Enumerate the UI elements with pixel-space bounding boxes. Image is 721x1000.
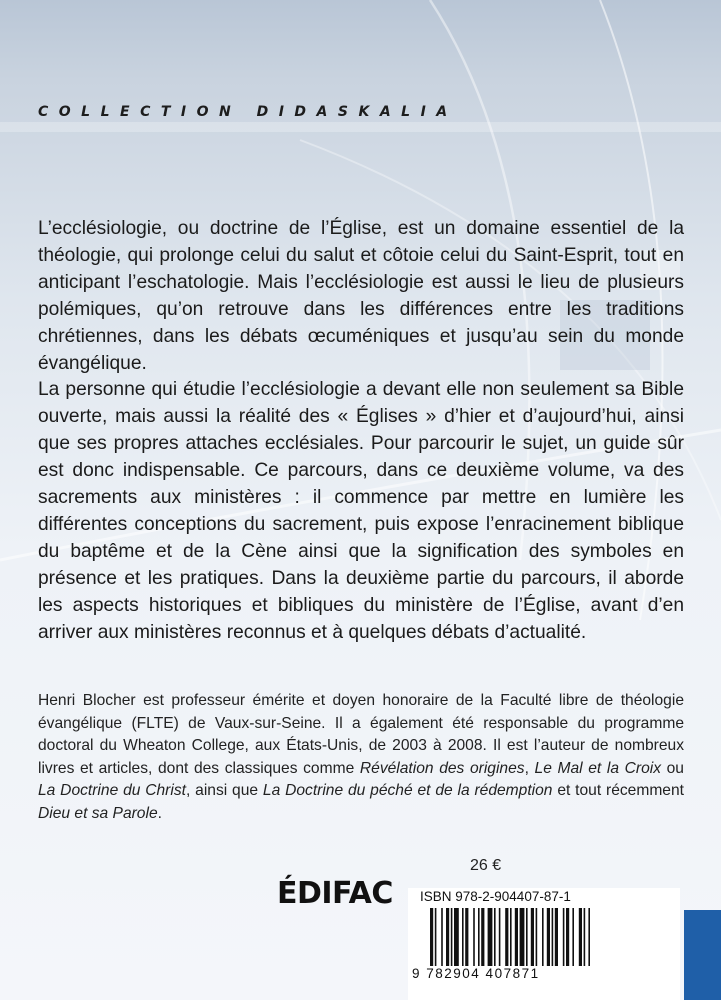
barcode-bar [454,908,459,966]
author-bio-sep-2: ou [661,759,684,777]
barcode-bar [430,908,433,966]
barcode-bar [520,908,525,966]
barcode-bar [563,908,565,966]
barcode-bar [515,908,518,966]
barcode-bar [510,908,512,966]
summary-paragraph-2: La personne qui étudie l’ecclésiologie a devant elle non seulement sa Bible ouverte, mais aussi la réalité des « Églises » d’hier et d’aujourd’hui, ainsi que ses propres attaches ecclésiales. Pour parcourir le sujet, un guide sûr est donc indispensable. Ce parcours, dans ce deuxième volume, va des sacrements aux ministères : il commence par mettre en lumière les différentes conceptions du sacrement, puis expose l’enracinement biblique du baptême et de la Cène ainsi que la signification des symboles en présence et les pratiques. Dans la deuxième partie du parcours, il aborde les aspects historiques et bibliques du ministère de l’Église, avant d’en arriver aux ministères reconnus et à quelques débats d’actualité. [38,379,684,643]
accent-blue-bar [684,910,721,1000]
barcode-bar [499,908,501,966]
collection-title: COLLECTION DIDASKALIA [38,104,458,120]
barcode-bar [552,908,554,966]
barcode-bar [462,908,464,966]
barcode-bar [526,908,528,966]
barcode-bar [572,908,574,966]
book-title-5: Dieu et sa Parole [38,804,158,822]
book-title-3: La Doctrine du Christ [38,782,186,799]
barcode-bar [451,908,453,966]
barcode-bar [547,908,550,966]
barcode-bar [473,908,475,966]
author-bio-text: Henri Blocher est professeur émérite et doyen honoraire de la Faculté libre de théologie évangélique (FLTE) de Vaux-sur-Seine. Il a également été responsable du programme doctoral du Wheaton College, aux États-Unis, de 2003 à 2008. Il est l’auteur de nombreux livres et articles, dont des classiques comme [38,692,684,777]
book-title-2: Le Mal et la Croix [534,759,662,777]
barcode-bar [488,908,493,966]
book-title-4: La Doctrine du péché et de la rédemption [262,782,553,799]
barcode-bar [505,908,508,966]
author-bio-sep-1: , [524,759,535,777]
barcode-bar [446,908,449,966]
barcode [426,908,666,966]
barcode-bar [481,908,484,966]
publisher-logo: ÉDIFAC [277,876,393,911]
barcode-bar [494,908,496,966]
summary-paragraph-1: L’ecclésiologie, ou doctrine de l’Église, est un domaine essentiel de la théologie, qui prolonge celui du salut et côtoie celui du Saint-Esprit, tout en anticipant l’eschatologie. Mais l’ecclésiologie est aussi le lieu de plusieurs polémiques, qu’on retrouve dans les différences entre les traditions chrétiennes, dans les débats œcuméniques et jusqu’au sein du monde évangélique. [38,218,684,374]
book-title-1: Révélation des origines [359,759,525,777]
isbn-label: ISBN 978-2-904407-87-1 [420,889,571,904]
author-bio [38,690,684,825]
barcode-bar [465,908,468,966]
barcode-bar [441,908,443,966]
author-bio-sep-4: et tout récemment [552,782,684,799]
barcode-bar [542,908,544,966]
price-label: 26 € [470,857,502,874]
barcode-bar [566,908,569,966]
barcode-bar [536,908,538,966]
barcode-bar [579,908,582,966]
ean-digits: 9 782904 407871 [412,966,540,981]
barcode-bar [584,908,586,966]
barcode-bar [555,908,558,966]
barcode-bar [478,908,480,966]
author-bio-sep-3: , ainsi que [185,782,263,799]
barcode-bar [588,908,590,966]
author-bio-end: . [157,804,162,822]
barcode-bar [531,908,534,966]
barcode-bar [435,908,437,966]
barcode-area [408,888,680,1000]
